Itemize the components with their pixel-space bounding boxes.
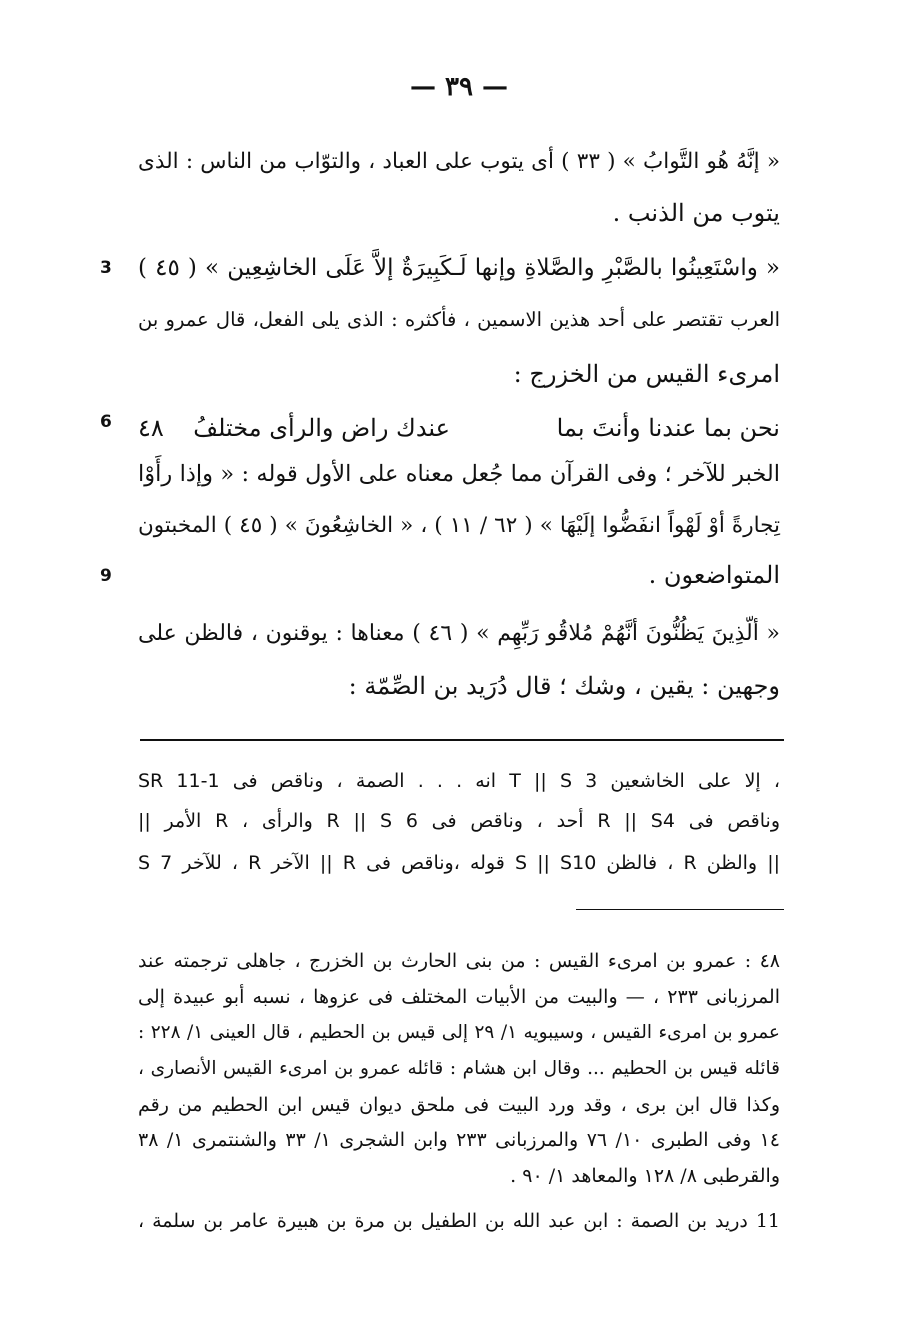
main-line-10: وجهين : يقين ، وشك ؛ قال دُرَيد بن الصِّمّة : xyxy=(348,672,780,700)
apparatus-divider xyxy=(140,739,784,741)
verse-number: ٤٨ xyxy=(138,414,164,442)
note-line-1: ٤٨ : عمرو بن امرىء القيس : من بنى الحارث بن الخزرج ، جاهلى ترجمته عند xyxy=(138,950,780,972)
main-line-9: « ألّذِينَ يَظُنُّونَ أنَّهُمْ مُلاقُو رَبِّهِم » ( ٤٦ ) معناها : يوقنون ، فالظن على xyxy=(138,621,780,646)
verse-hemistich-left: عندك راض والرأى مختلفُ xyxy=(193,414,450,442)
note-line-4: قائله قيس بن الحطيم ... وقال ابن هشام : قائله عمرو بن امرىء القيس الأنصارى ، xyxy=(138,1058,780,1079)
note-line-3: عمرو بن امرىء القيس ، وسيبويه ١/ ٢٩ إلى قيس بن الحطيم ، قال العينى ١/ ٢٢٨ : xyxy=(138,1022,780,1043)
apparatus-line-3: S 7 للآخر ، R الآخر || R قوله ،وناقص فى S || S10 فالظن ، R والظن || xyxy=(138,852,781,874)
main-line-6: الخبر للآخر ؛ وفى القرآن مما جُعل معناه على الأول قوله : « وإذا رأَوْا xyxy=(138,461,780,487)
margin-line-number-3: 3 xyxy=(100,258,112,278)
verse-hemistich-right: نحن بما عندنا وأنتَ بما xyxy=(556,414,780,442)
main-line-7: تِجارةً أوْ لَهْواً انفَضُّوا إلَيْهَا » ( ٦٢ / ١١ ) ، « الخاشِعُونَ » ( ٤٥ ) المخبتون xyxy=(138,513,780,538)
apparatus-line-2: وناقص فى R || S4 أحد ، وناقص فى R || S 6 والرأى ، R الأمر || xyxy=(138,810,780,832)
margin-line-number-6: 6 xyxy=(100,412,112,432)
main-line-3: « واسْتَعِينُوا بالصَّبْرِ والصَّلاةِ وإنها لَـكَبِيرَةٌ إلاَّ عَلَى الخاشِعِين » ( ٤٥ ) xyxy=(138,255,780,281)
note-line-7: والقرطبى ٨/ ١٢٨ والمعاهد ١/ ٩٠ . xyxy=(510,1165,780,1187)
main-line-8: المتواضعون . xyxy=(648,561,780,589)
main-line-5: امرىء القيس من الخزرج : xyxy=(513,360,780,388)
verse-line xyxy=(138,410,780,446)
note-line-2: المرزبانى ٢٣٣ ، — والبيت من الأبيات المختلف فى عزوها ، نسبه أبو عبيدة إلى xyxy=(138,986,780,1008)
apparatus-line-1: SR 11-1 انه . . . الصمة ، وناقص فى T || S 3 إلا على الخاشعين ، xyxy=(138,770,780,792)
note-line-6: ١٤ وفى الطبرى ١٠/ ٧٦ والمرزبانى ٢٣٣ وابن الشجرى ١/ ٣٣ والشنتمرى ١/ ٣٨ xyxy=(138,1129,780,1151)
margin-line-number-9: 9 xyxy=(100,566,112,586)
main-line-4: العرب تقتصر على أحد هذين الاسمين ، فأكثره : الذى يلى الفعل، قال عمرو بن xyxy=(138,308,780,331)
main-line-2: يتوب من الذنب . xyxy=(612,199,780,227)
page-number: — ٣٩ — xyxy=(409,72,509,102)
note-line-8: 11 دريد بن الصمة : ابن عبد الله بن الطفيل بن مرة بن هبيرة عامر بن سلمة ، xyxy=(138,1210,780,1232)
notes-divider xyxy=(576,909,784,910)
note-line-5: وكذا قال ابن برى ، وقد ورد البيت فى ملحق ديوان قيس ابن الحطيم من رقم xyxy=(138,1094,780,1116)
main-line-1: « إنَّهُ هُو التَّوابُ » ( ٣٣ ) أى يتوب على العباد ، والتوّاب من الناس : الذى xyxy=(138,149,780,174)
